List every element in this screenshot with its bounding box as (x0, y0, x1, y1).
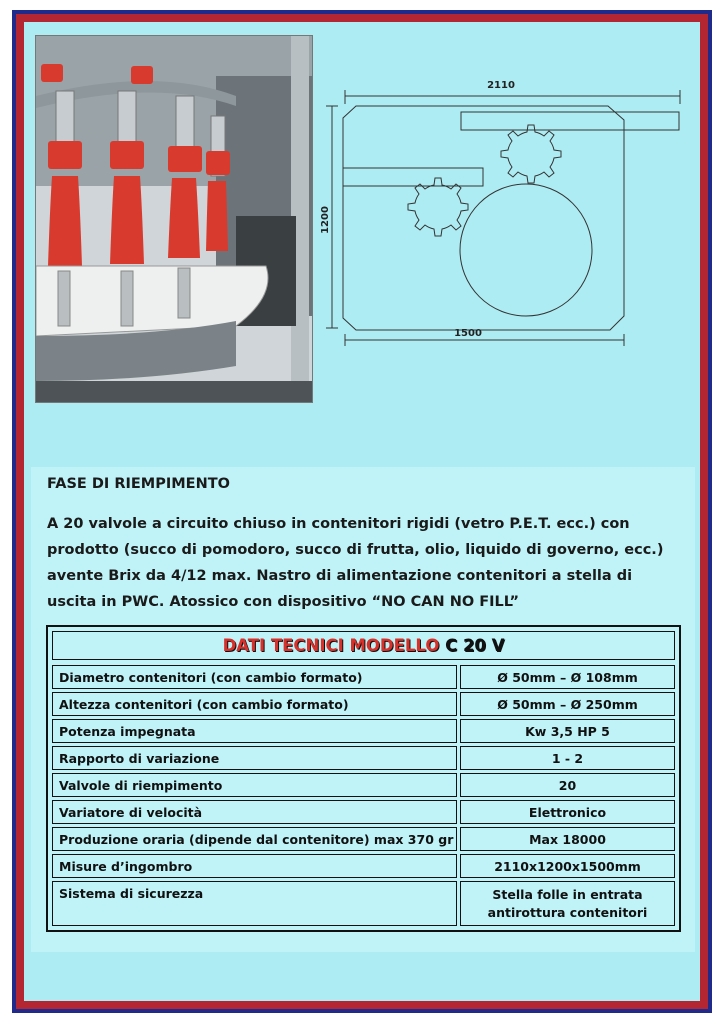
section-title: FASE DI RIEMPIMENTO (47, 476, 230, 492)
description-line: avente Brix da 4/12 max. Nastro di alimentazione contenitori a stella di (47, 568, 633, 584)
dim-side-label: 1200 (320, 206, 331, 234)
spec-label: Rapporto di variazione (52, 746, 457, 770)
spec-label: Valvole di riempimento (52, 773, 457, 797)
spec-label: Diametro contenitori (con cambio formato) (52, 665, 457, 689)
spec-label: Variatore di velocità (52, 800, 457, 824)
spec-label: Misure d’ingombro (52, 854, 457, 878)
spec-label: Produzione oraria (dipende dal contenitore) max 370 gr (52, 827, 457, 851)
spec-value: Max 18000 (460, 827, 675, 851)
description-line: prodotto (succo di pomodoro, succo di frutta, olio, liquido di governo, ecc.) (47, 542, 664, 558)
spec-value: Ø 50mm – Ø 108mm (460, 665, 675, 689)
spec-label: Potenza impegnata (52, 719, 457, 743)
spec-label: Sistema di sicurezza (52, 881, 457, 926)
specs-table-title (52, 631, 675, 660)
spec-value-line: Stella folle in entrata (492, 886, 643, 902)
spec-value: 20 (460, 773, 675, 797)
specs-table (46, 625, 681, 932)
spec-value (460, 881, 675, 926)
spec-label: Altezza contenitori (con cambio formato) (52, 692, 457, 716)
spec-value-line: antirottura contenitori (487, 904, 648, 920)
dim-top-label: 2110 (487, 80, 515, 91)
spec-value: 2110x1200x1500mm (460, 854, 675, 878)
machine-photo (35, 35, 313, 403)
spec-value: Elettronico (460, 800, 675, 824)
title-part-model-label: DATI TECNICI MODELLO (222, 636, 440, 655)
description-line: A 20 valvole a circuito chiuso in contenitori rigidi (vetro P.E.T. ecc.) con (47, 516, 630, 532)
description (47, 511, 687, 615)
layout-drawing (318, 70, 698, 360)
spec-value: Ø 50mm – Ø 250mm (460, 692, 675, 716)
spec-value: Kw 3,5 HP 5 (460, 719, 675, 743)
spec-value: 1 - 2 (460, 746, 675, 770)
description-line: uscita in PWC. Atossico con dispositivo “NO CAN NO FILL” (47, 594, 520, 610)
dim-bottom-label: 1500 (454, 328, 482, 339)
title-part-model-name: C 20 V (445, 636, 505, 655)
